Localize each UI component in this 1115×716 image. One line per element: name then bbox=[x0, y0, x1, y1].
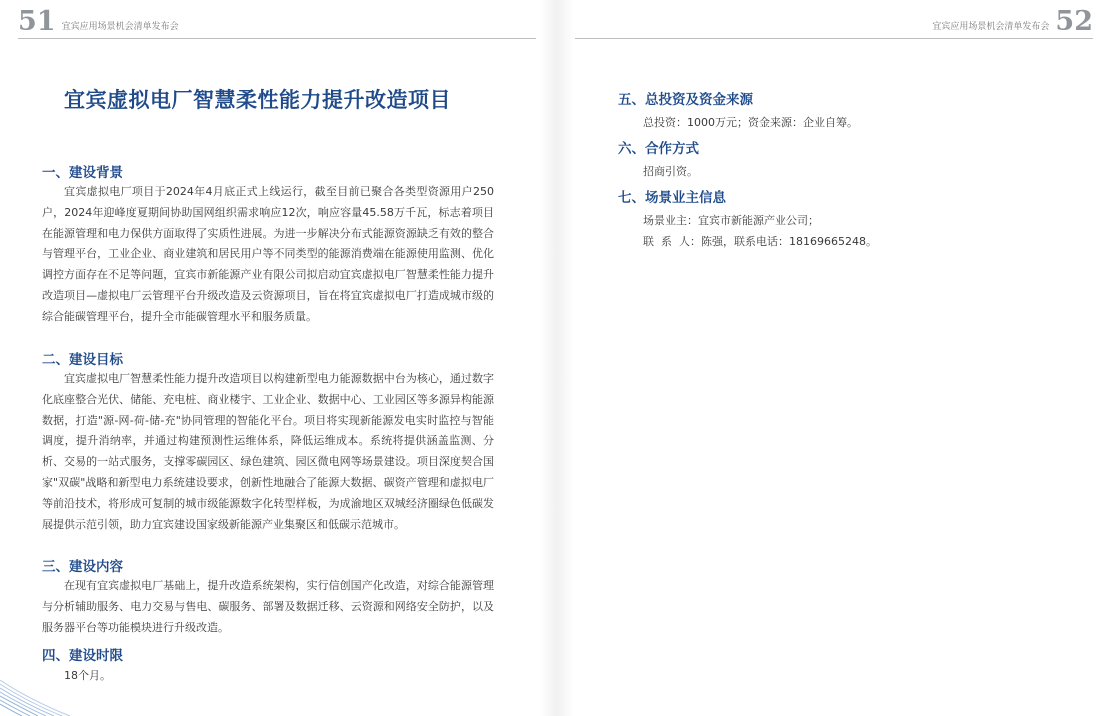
section-heading: 三、建设内容 bbox=[42, 559, 123, 575]
header-title: 宜宾应用场景机会清单发布会 bbox=[61, 22, 179, 32]
page-title: 宜宾虚拟电厂智慧柔性能力提升改造项目 bbox=[64, 88, 451, 112]
page-number: 51 bbox=[18, 6, 56, 37]
section-heading: 四、建设时限 bbox=[42, 648, 123, 664]
right-page bbox=[557, 0, 1115, 716]
page-header bbox=[926, 8, 1093, 36]
section-line: 场景业主：宜宾市新能源产业公司； bbox=[643, 214, 819, 227]
section-heading: 七、场景业主信息 bbox=[618, 190, 726, 206]
section-body: 在现有宜宾虚拟电厂基础上，提升改造系统架构，实行信创国产化改造，对综合能源管理与分析辅助服务、电力交易与售电、碳服务、部署及数据迁移、云资源和网络安全防护，以及服务器平台等功能模块进行升级改造。 bbox=[42, 579, 494, 634]
page-number: 52 bbox=[1055, 6, 1093, 37]
corner-wave-decoration bbox=[0, 656, 120, 716]
section-body: 18个月。 bbox=[64, 669, 111, 682]
header-title: 宜宾应用场景机会清单发布会 bbox=[932, 22, 1050, 32]
section-line: 总投资：1000万元；资金来源：企业自筹。 bbox=[643, 116, 858, 129]
section-heading: 二、建设目标 bbox=[42, 352, 123, 368]
section-body: 宜宾虚拟电厂智慧柔性能力提升改造项目以构建新型电力能源数据中台为核心，通过数字化底座整合光伏、储能、充电桩、商业楼宇、工业企业、数据中心、工业园区等多源异构能源数据，打造"源-网-荷-储-充"协同管理的智能化平台。项目将实现新能源发电实时监控与智能调度，提升消纳率，并通过构建预测性运维体系，降低运维成本。系统将提供涵盖监测、分析、交易的一站式服务，支撑零碳园区、绿色建筑、园区微电网等场景建设。项目深度契合国家"双碳"战略和新型电力系统建设要求，创新性地融合了能源大数据、碳资产管理和虚拟电厂等前沿技术，将形成可复制的城市级能源数字化转型样板，为成渝地区双城经济圈绿色低碳发展提供示范引领，助力宜宾建设国家级新能源产业集聚区和低碳示范城市。 bbox=[42, 372, 494, 531]
section-heading: 六、合作方式 bbox=[618, 141, 699, 157]
page-header bbox=[18, 8, 185, 36]
header-rule bbox=[18, 38, 536, 39]
section-line: 联 系 人：陈强，联系电话：18169665248。 bbox=[643, 235, 877, 248]
section-heading: 五、总投资及资金来源 bbox=[618, 92, 753, 108]
section-body: 宜宾虚拟电厂项目于2024年4月底正式上线运行，截至目前已聚合各类型资源用户250户，2024年迎峰度夏期间协助国网组织需求响应12次，响应容量45.58万千瓦，标志着项目在能源管理和电力保供方面取得了实质性进展。为进一步解决分布式能源资源缺乏有效的整合与管理平台，工业企业、商业建筑和居民用户等不同类型的能源消费端在能源使用监测、优化调控方面存在不足等问题，宜宾市新能源产业有限公司拟启动宜宾虚拟电厂智慧柔性能力提升改造项目—虚拟电厂云管理平台升级改造及云资源项目，旨在将宜宾虚拟电厂打造成城市级的综合能碳管理平台，提升全市能碳管理水平和服务质量。 bbox=[42, 185, 494, 323]
left-page bbox=[0, 0, 557, 716]
header-rule bbox=[575, 38, 1093, 39]
section-line: 招商引资。 bbox=[643, 165, 698, 178]
section-heading: 一、建设背景 bbox=[42, 165, 123, 181]
